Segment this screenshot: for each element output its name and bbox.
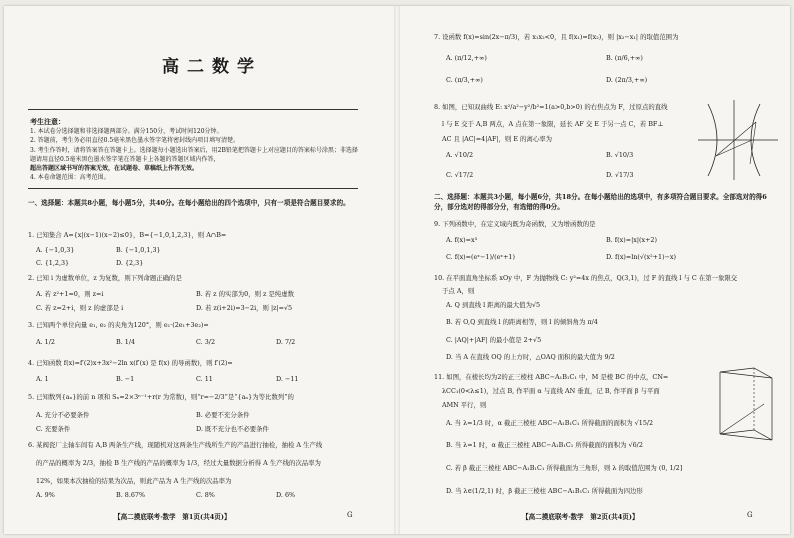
option: A. 充分不必要条件 xyxy=(36,411,90,419)
option: D. 若 z(i+2i)=3−2i，则 |z|=√5 xyxy=(196,304,293,312)
question-10-option-b: B. 若 O,Q 到直线 l 的距离相等，则 l 的倾斜角为 π/4 xyxy=(446,318,598,326)
prism-figure xyxy=(714,364,776,444)
note-1: 1. 本试卷分选择题和非选择题两部分。满分150分，考试时间120分钟。 xyxy=(30,128,223,136)
question-6-line-3: 12%，如果本次抽检的结果为次品，则此产品为 A 生产线的次品率为 xyxy=(36,477,232,485)
question-10-option-a: A. Q 到直线 l 距离的最大值为√5 xyxy=(446,301,541,309)
question-10-option-c: C. |AQ|+|AF| 的最小值是 2+√5 xyxy=(446,336,542,344)
option: B. √10/3 xyxy=(606,151,634,159)
question-4: 4. 已知函数 f(x)=f′(2)x+3x²−2ln x(f′(x) 是 f(x) 的导函数)，则 f′(2)= xyxy=(28,359,233,367)
option: C. 11 xyxy=(196,375,213,383)
option: B. {−1,0,1,3} xyxy=(116,246,161,254)
question-3: 3. 已知两个单位向量 e₁, e₂ 的夹角为120°，则 e₁·(2e₁+3e₂)= xyxy=(28,321,209,329)
question-11-option-d: D. 当 λ∈(1/2,1) 时，β 截正三棱柱 ABC−A₁B₁C₁ 所得截面为四边形 xyxy=(446,487,643,495)
question-11-option-a: A. 当 λ=1/3 时，α 截正三棱柱 ABC−A₁B₁C₁ 所得截面的面积为 √15/2 xyxy=(446,419,654,427)
option: D. 7/2 xyxy=(276,338,296,346)
divider xyxy=(28,188,358,189)
question-9: 9. 下列函数中，在定义域内既为奇函数，又为增函数的是 xyxy=(434,220,596,228)
question-7-options xyxy=(446,54,643,62)
paper-version-mark: G xyxy=(347,511,353,519)
question-10-line-2: 于点 A，则 xyxy=(442,287,475,295)
notes-block xyxy=(30,117,360,182)
option: C. 充要条件 xyxy=(36,425,71,433)
option: B. 必要不充分条件 xyxy=(196,411,250,419)
question-8-options xyxy=(446,151,633,159)
question-7-options xyxy=(446,76,647,84)
question-7: 7. 设函数 f(x)=sin(2x−π/3)，若 x₁x₂<0，且 f(x₁)=f(x₂)，则 |x₂−x₁| 的取值范围为 xyxy=(434,33,679,41)
question-1-options xyxy=(36,246,216,254)
option: A. 1/2 xyxy=(36,338,55,346)
question-6-line-2: 的产品的概率为 2/3，抽检 B 生产线的产品的概率为 1/3，经过大量数据分析得 A 生产线的次品率为 xyxy=(36,459,321,467)
divider xyxy=(28,109,358,110)
option: B. f(x)=|x|(x+2) xyxy=(606,236,657,244)
paper-version-mark: G xyxy=(747,511,753,519)
option: D. (2π/3,+∞) xyxy=(606,76,648,84)
option: A. {−1,0,3} xyxy=(36,246,75,254)
page-title: 高二数学 xyxy=(162,57,262,77)
question-2-options xyxy=(36,303,292,312)
hyperbola-figure xyxy=(698,100,778,180)
option: D. √17/3 xyxy=(606,171,634,179)
option: B. 1/4 xyxy=(116,338,136,346)
note-3: 3. 考生作答时，请将答案答在答题卡上。选择题每小题选出答案后，用2B铅笔把答题卡上对应题目的答案标号涂黑；非选择题请用直径0.5毫米黑色墨水签字笔在答题卡上各题的答题区域内作答， xyxy=(30,146,358,163)
option: C. √17/2 xyxy=(446,171,474,179)
question-11: 11. 如图，在棱长均为2的正三棱柱 ABC−A₁B₁C₁ 中，M 是棱 BC 的中点，CN= xyxy=(434,373,669,381)
question-5-options xyxy=(36,424,269,433)
option: D. f(x)=ln(√(x²+1)−x) xyxy=(606,253,677,261)
question-11-option-b: B. 当 λ=1 时，α 截正三棱柱 ABC−A₁B₁C₁ 所得截面的面积为 √6/2 xyxy=(446,441,643,449)
option: C. 若 z=2+i，则 z 的虚部是 i xyxy=(36,304,124,312)
prism-top-face xyxy=(720,368,772,378)
option: A. 若 z²+1=0，则 z=i xyxy=(36,290,104,298)
option: C. {1,2,3} xyxy=(36,259,70,267)
line-ab xyxy=(716,122,756,156)
option: C. 8% xyxy=(196,491,215,499)
question-5-options xyxy=(36,410,250,419)
note-2: 2. 答题前，考生务必用直径0.5毫米黑色墨水签字笔将密封线内项目填写清楚。 xyxy=(30,137,240,145)
option: A. √10/2 xyxy=(446,151,474,159)
note-3-emphasis: 超出答题区域书写的答案无效，在试题卷、草稿纸上作答无效。 xyxy=(30,165,199,173)
section-1-heading: 一、选择题：本题共8小题，每小题5分，共40分。在每小题给出的四个选项中，只有一项是符合题目要求的。 xyxy=(28,199,350,207)
question-4-options xyxy=(36,375,298,383)
question-2: 2. 已知 i 为虚数单位，z 为复数，则下列命题正确的是 xyxy=(28,274,182,282)
option: D. 6% xyxy=(276,491,296,499)
line-an xyxy=(720,404,764,434)
question-1: 1. 已知集合 A={x|(x−1)(x−2)≤0}，B={−1,0,1,2,3}，则 A∩B= xyxy=(28,231,227,239)
question-10-option-d: D. 当 A 在直线 OQ 的上方时，△OAQ 面积的最大值为 9/2 xyxy=(446,353,615,361)
question-9-options xyxy=(446,236,657,244)
question-8-line-3: AC 且 |AC|=4|AF|，则 E 的离心率为 xyxy=(442,135,553,143)
question-9-options xyxy=(446,253,676,261)
option: C. 3/2 xyxy=(196,338,216,346)
page-footer: 【高二摸底联考·数学 第2页(共4页)】 xyxy=(522,513,639,521)
question-2-options xyxy=(36,289,294,298)
page-1 xyxy=(4,6,390,534)
page-footer: 【高二摸底联考·数学 第1页(共4页)】 xyxy=(114,513,231,521)
option: B. −1 xyxy=(116,375,135,383)
option: C. f(x)=(eˣ−1)/(eˣ+1) xyxy=(446,253,515,261)
option: B. 若 z 的实部为0，则 z 是纯虚数 xyxy=(196,290,294,298)
note-4: 4. 本卷命题范围：高考范围。 xyxy=(30,174,110,182)
question-8-options xyxy=(446,171,633,179)
page-fold xyxy=(394,6,400,534)
page-2 xyxy=(402,6,790,534)
option: B. 8.67% xyxy=(116,491,146,499)
option: D. 既不充分也不必要条件 xyxy=(196,425,269,433)
question-3-options xyxy=(36,338,295,346)
section-2-heading: 二、选择题：本题共3小题，每小题6分，共18分。在每小题给出的选项中，有多项符合题目要求。全部选对的得6分，部分选对的得部分分，有选错的得0分。 xyxy=(434,193,767,211)
option: B. (π/6,+∞) xyxy=(606,54,643,62)
option: A. 1 xyxy=(36,375,49,383)
option: C. (π/3,+∞) xyxy=(446,76,483,84)
prism-bottom-face xyxy=(720,430,772,440)
option: D. {2,3} xyxy=(116,259,144,267)
option: D. −11 xyxy=(276,375,299,383)
question-5: 5. 已知数列{aₙ}的前 n 项和 Sₙ=2×3ⁿ⁻¹+r(r 为常数)，则“r=−2/3”是“{aₙ}为等比数列”的 xyxy=(28,393,294,401)
question-6: 6. 某阀瓷厂主轴车间有 A,B 两条生产线，现随机对这两条生产线所生产的产品进行抽检，抽检 A 生产线 xyxy=(28,441,323,449)
question-11-line-2: λCC₁(0<λ≤1)，过点 B, 作平面 α 与直线 AN 垂直，记 B, 作平面 β 与平面 xyxy=(442,387,660,395)
question-11-option-c: C. 若 β 截正三棱柱 ABC−A₁B₁C₁ 所得截面为三角形，则 λ 的取值范围为 (0, 1/2] xyxy=(446,464,683,472)
question-11-line-3: AMN 平行，则 xyxy=(442,401,487,409)
notes-heading: 考生注意： xyxy=(30,117,65,126)
question-8: 8. 如图，已知双曲线 E: x²/a²−y²/b²=1(a>0,b>0) 的右焦点为 F，过原点的直线 xyxy=(434,103,668,111)
option: A. 9% xyxy=(36,491,55,499)
option: A. f(x)=x³ xyxy=(446,236,478,244)
question-10: 10. 在平面直角坐标系 xOy 中，F 为抛物线 C: y²=4x 的焦点，Q(3,1)，过 F 的直线 l 与 C 在第一象限交 xyxy=(434,274,738,282)
question-1-options xyxy=(36,259,143,267)
question-6-options xyxy=(36,491,295,499)
question-8-line-2: l 与 E 交于 A,B 两点，A 点在第一象限，延长 AF 交 E 于另一点 C，若 BF⊥ xyxy=(442,120,664,128)
option: A. (π/12,+∞) xyxy=(446,54,487,62)
exam-sheet xyxy=(4,6,790,534)
